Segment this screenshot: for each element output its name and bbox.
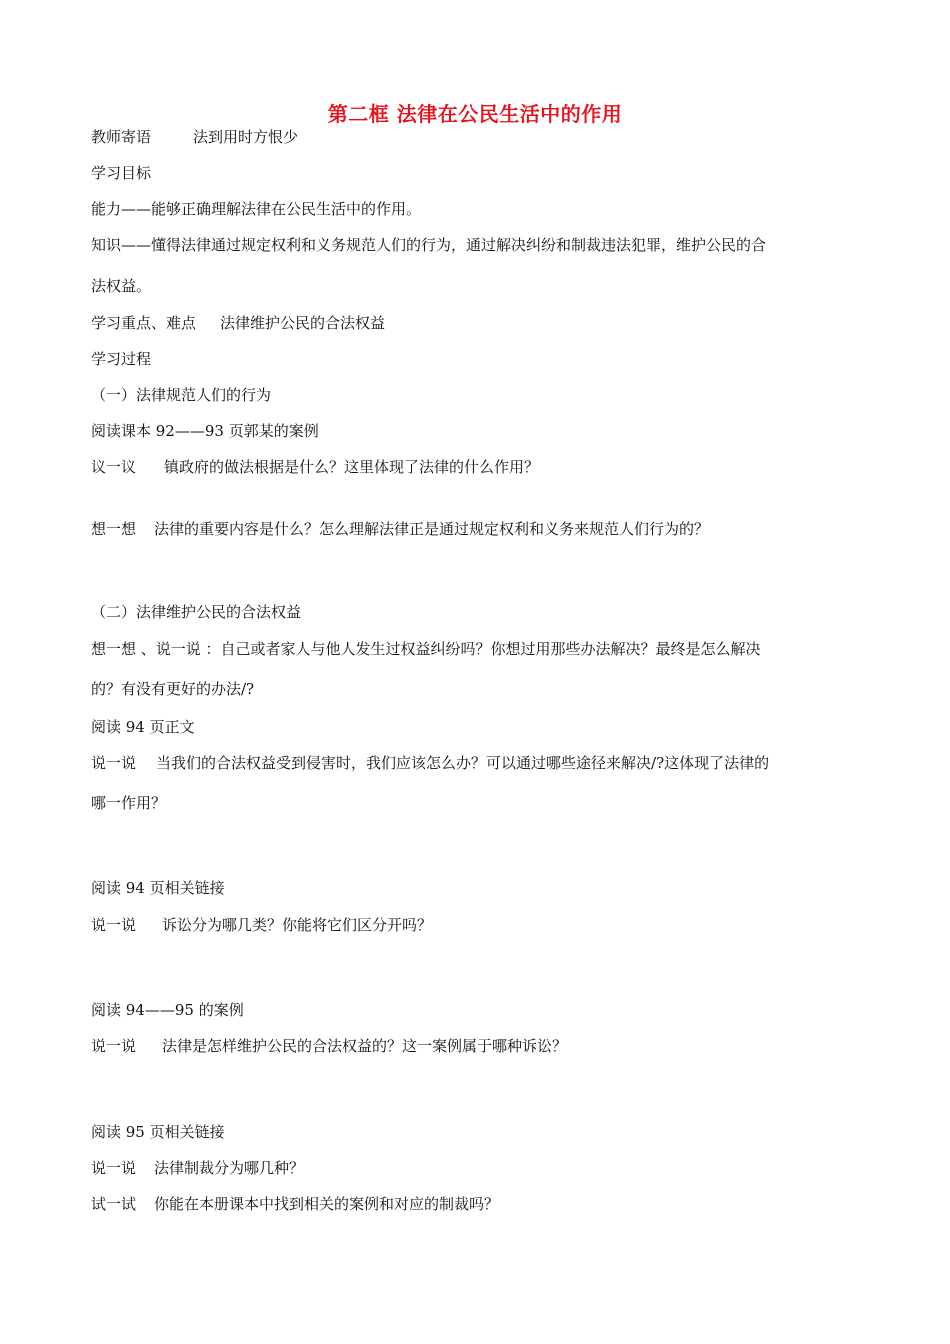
subsection-two: （二）法律维护公民的合法权益 <box>91 603 302 621</box>
think-label: 想一想 <box>91 520 137 538</box>
say-text: 法律是怎样维护公民的合法权益的？这一案例属于哪种诉讼？ <box>162 1037 568 1055</box>
page-title: 第二框 法律在公民生活中的作用 <box>327 102 623 126</box>
say-question-3 <box>91 1035 567 1057</box>
say-text: 诉讼分为哪几类？你能将它们区分开吗？ <box>162 916 433 934</box>
reading-text-94: 阅读 94 页正文 <box>91 718 195 736</box>
say-question-1 <box>91 752 769 774</box>
think-question-1 <box>91 518 709 540</box>
think-say-question: 想一想 、说一说 ：自己或者家人与他人发生过权益纠纷吗？你想过用那些办法解决？最终是怎么解决 <box>91 640 761 658</box>
think-text: 法律的重要内容是什么？怎么理解法律正是通过规定权利和义务来规范人们行为的？ <box>154 520 710 538</box>
goal-ability: 能力——能够正确理解法律在公民生活中的作用。 <box>91 200 422 218</box>
say-label: 说一说 <box>91 1159 137 1177</box>
discuss-text: 镇政府的做法根据是什么？这里体现了法律的什么作用？ <box>164 458 540 476</box>
try-text: 你能在本册课本中找到相关的案例和对应的制裁吗？ <box>154 1195 500 1213</box>
key-points-label: 学习重点、难点 <box>91 314 197 332</box>
think-say-question-cont: 的？有没有更好的办法/? <box>91 680 255 698</box>
say-question-2 <box>91 914 432 936</box>
say-text: 法律制裁分为哪几种？ <box>154 1159 305 1177</box>
discuss-question-1 <box>91 456 539 478</box>
discuss-label: 议一议 <box>91 458 137 476</box>
teacher-message-text: 法到用时方恨少 <box>193 128 299 146</box>
say-text: 当我们的合法权益受到侵害时，我们应该怎么办？可以通过哪些途径来解决/?这体现了法律的 <box>156 754 770 772</box>
key-points <box>91 312 385 334</box>
reading-link-94: 阅读 94 页相关链接 <box>91 879 225 897</box>
section-heading-goals: 学习目标 <box>91 164 152 182</box>
say-question-1-cont: 哪一作用？ <box>91 794 167 812</box>
teacher-message-label: 教师寄语 <box>91 128 152 146</box>
reading-link-95: 阅读 95 页相关链接 <box>91 1123 225 1141</box>
say-label: 说一说 <box>91 754 137 772</box>
section-heading-process: 学习过程 <box>91 350 152 368</box>
reading-case-92: 阅读课本 92——93 页郭某的案例 <box>91 422 319 440</box>
say-label: 说一说 <box>91 916 137 934</box>
say-question-4 <box>91 1157 304 1179</box>
key-points-text: 法律维护公民的合法权益 <box>220 314 386 332</box>
reading-case-94: 阅读 94——95 的案例 <box>91 1001 244 1019</box>
teacher-message <box>91 126 298 148</box>
goal-knowledge-cont: 法权益。 <box>91 277 152 295</box>
try-question <box>91 1193 499 1215</box>
say-label: 说一说 <box>91 1037 137 1055</box>
try-label: 试一试 <box>91 1195 137 1213</box>
goal-knowledge: 知识——懂得法律通过规定权利和义务规范人们的行为，通过解决纠纷和制裁违法犯罪，维护公民的合 <box>91 236 767 254</box>
subsection-one: （一）法律规范人们的行为 <box>91 386 272 404</box>
